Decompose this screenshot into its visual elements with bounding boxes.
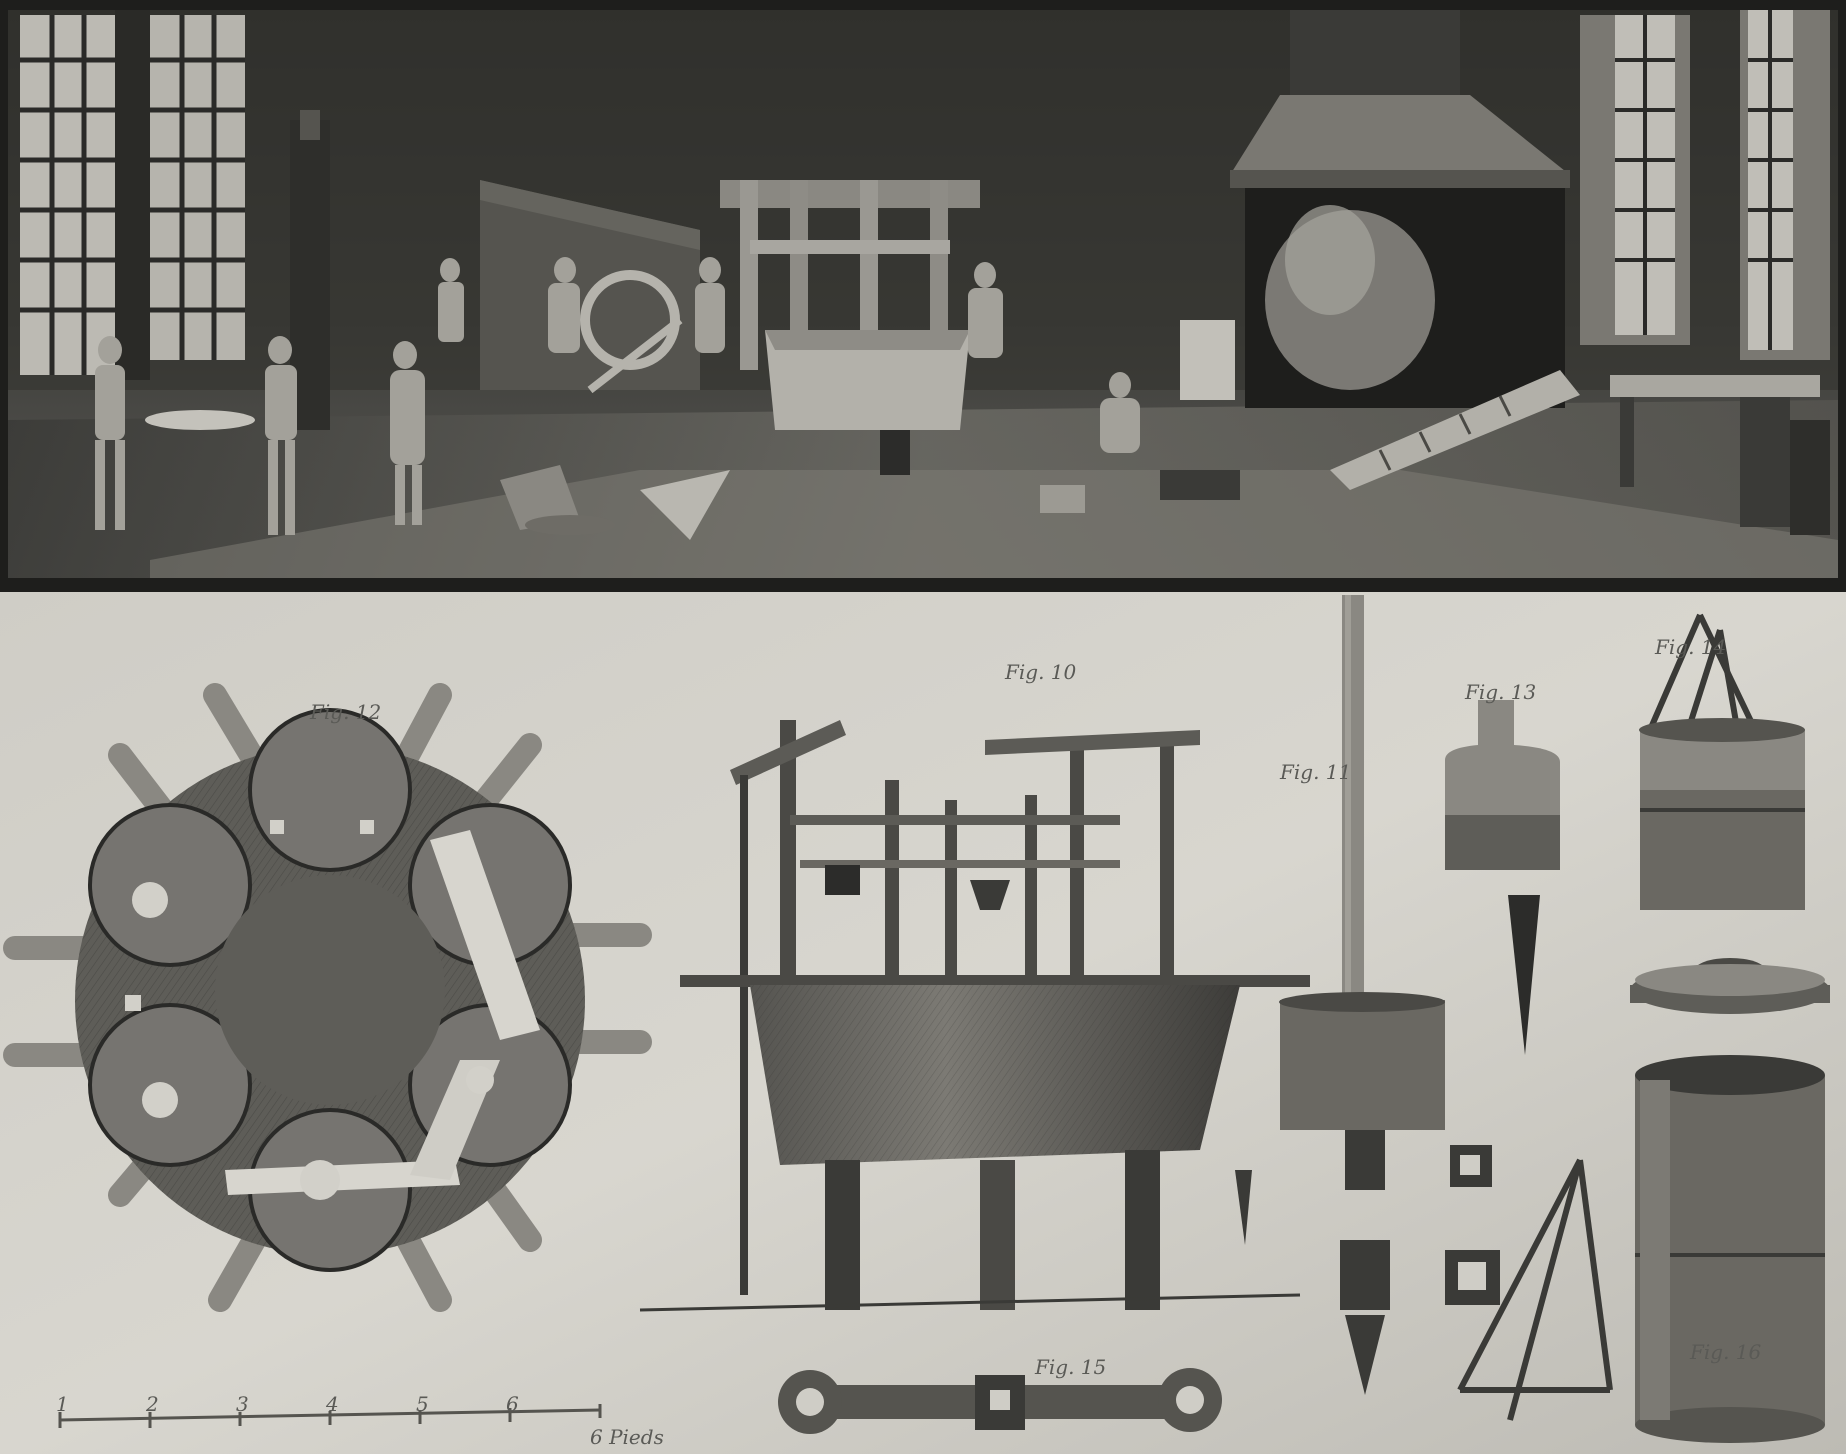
caption-fig-d: Fig. 13 xyxy=(1465,680,1537,704)
scale-mark: 4 xyxy=(326,1392,339,1416)
left-windows xyxy=(20,10,245,380)
figures-panel xyxy=(0,592,1846,1454)
caption-fig-e: Fig. 14 xyxy=(1655,635,1727,659)
scale-mark: 5 xyxy=(416,1392,429,1416)
scale-marks xyxy=(56,1392,536,1416)
scale-mark: 3 xyxy=(236,1392,249,1416)
caption-fig-g: Fig. 16 xyxy=(1690,1340,1762,1364)
scale-mark: 2 xyxy=(146,1392,159,1416)
caption-fig-f: Fig. 15 xyxy=(1035,1355,1107,1379)
caption-fig-b: Fig. 10 xyxy=(1005,660,1077,684)
caption-fig-c: Fig. 11 xyxy=(1280,760,1352,784)
workshop-vignette xyxy=(0,0,1846,590)
scale-mark: 1 xyxy=(56,1392,69,1416)
scale-mark: 6 xyxy=(506,1392,519,1416)
caption-fig-a: Fig. 12 xyxy=(310,700,382,724)
cylinder-figure xyxy=(1635,1055,1825,1443)
plate-divider xyxy=(0,578,1846,592)
scale-caption: 6 Pieds xyxy=(590,1425,664,1449)
